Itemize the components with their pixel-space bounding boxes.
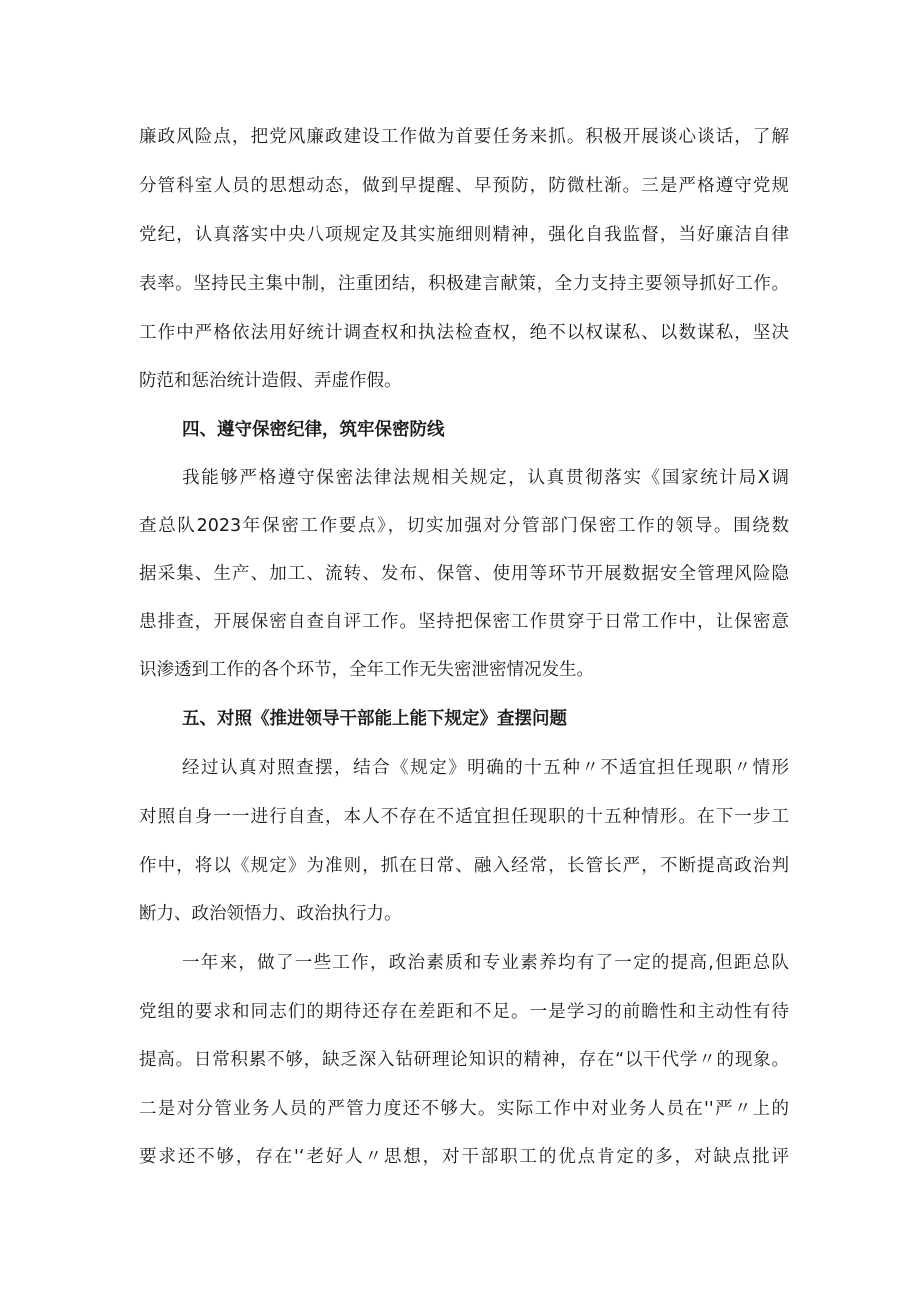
paragraph-line: 一年来，做了一些工作，政治素质和专业素养均有了一定的提高,但距总队 xyxy=(182,953,789,973)
paragraph-line: 对照自身一一进行自查，本人不存在不适宜担任现职的十五种情形。在下一步工 xyxy=(139,807,789,827)
paragraph-line: 查总队2023年保密工作要点》，切实加强对分管部门保密工作的领导。围绕数 xyxy=(139,516,789,536)
paragraph-line: 二是对分管业务人员的严管力度还不够大。实际工作中对业务人员在''严〃上的 xyxy=(139,1099,789,1119)
paragraph-line: 分管科室人员的思想动态，做到早提醒、早预防，防微杜渐。三是严格遵守党规 xyxy=(139,176,789,196)
paragraph-line: 识渗透到工作的各个环节，全年工作无失密泄密情况发生。 xyxy=(139,660,594,680)
paragraph-line: 作中，将以《规定》为准则，抓在日常、融入经常，长管长严，不断提高政治判 xyxy=(139,856,789,876)
paragraph-line: 我能够严格遵守保密法律法规相关规定，认真贯彻落实《国家统计局X调 xyxy=(182,468,789,488)
paragraph-line: 断力、政治领悟力、政治执行力。 xyxy=(139,904,402,924)
paragraph-line: 工作中严格依法用好统计调查权和执法检查权，绝不以权谋私、以数谋私，坚决 xyxy=(139,323,789,343)
paragraph-line: 表率。坚持民主集中制，注重团结，积极建言献策，全力支持主要领导抓好工作。 xyxy=(139,274,789,294)
paragraph-line: 提高。日常积累不够，缺乏深入钻研理论知识的精神，存在“以干代学〃的现象。 xyxy=(139,1050,789,1070)
paragraph-line: 据采集、生产、加工、流转、发布、保管、使用等环节开展数据安全管理风险隐 xyxy=(139,564,789,584)
paragraph-line: 患排查，开展保密自查自评工作。坚持把保密工作贯穿于日常工作中，让保密意 xyxy=(139,612,789,632)
section-heading-4: 四、遵守保密纪律，筑牢保密防线 xyxy=(182,420,445,440)
paragraph-line: 廉政风险点，把党风廉政建设工作做为首要任务来抓。积极开展谈心谈话，了解 xyxy=(139,127,789,147)
paragraph-line: 防范和惩治统计造假、弄虚作假。 xyxy=(139,371,402,391)
paragraph-line: 经过认真对照查摆，结合《规定》明确的十五种〃不适宜担任现职〃情形 xyxy=(182,758,789,778)
paragraph-line: 党纪，认真落实中央八项规定及其实施细则精神，强化自我监督，当好廉洁自律 xyxy=(139,225,789,245)
paragraph-line: 党组的要求和同志们的期待还存在差距和不足。一是学习的前瞻性和主动性有待 xyxy=(139,1002,789,1022)
section-heading-5: 五、对照《推进领导干部能上能下规定》查摆问题 xyxy=(182,709,567,729)
paragraph-line: 要求还不够，存在'‘老好人〃思想，对干部职工的优点肯定的多，对缺点批评 xyxy=(139,1147,789,1167)
